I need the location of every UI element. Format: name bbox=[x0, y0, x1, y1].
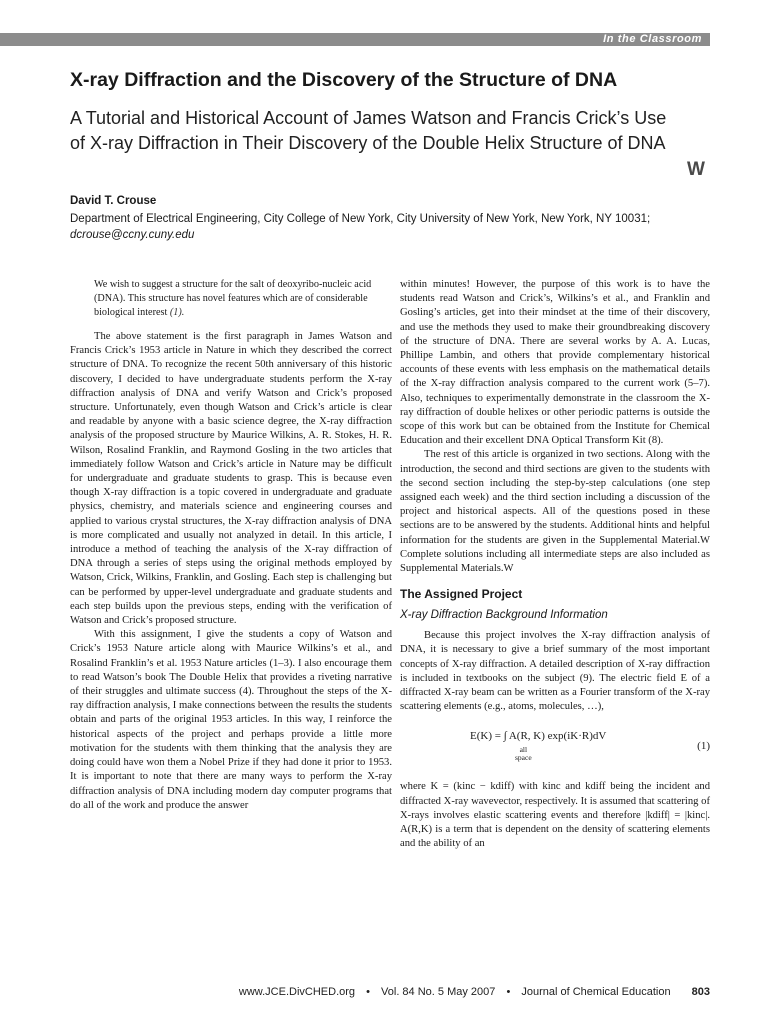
footer-separator: • bbox=[506, 986, 511, 998]
author-email[interactable]: dcrouse@ccny.cuny.edu bbox=[70, 229, 195, 241]
epigraph bbox=[94, 278, 374, 320]
equation-1 bbox=[400, 724, 710, 774]
section-banner bbox=[0, 33, 710, 46]
epigraph-citation: (1). bbox=[169, 307, 185, 318]
heading-background: X-ray Diffraction Background Information bbox=[400, 609, 608, 622]
web-supplement-icon: W bbox=[687, 159, 705, 180]
page-footer bbox=[0, 986, 710, 998]
paragraph-purpose: within minutes! However, the purpose of this work is to have the students read Watson and Crick’s, Wilkins’s et al., and Franklin and Gosling’s articles, get into their mindset at the time of their discovery, and use the methods they used to make their groundbreaking discovery of the structure of DNA. There are several works by A. A. Lucas, Phillipe Lambin, and others that provide complementary historical accounts of these events with less emphasis on the mathematical details of the X-ray diffraction analysis compared to the current work (5–7). Also, techniques to experimentally demonstrate in the classroom the X-ray diffraction of double helixes or other periodic patterns is outside the scope of this work but can be obtained from the Institute for Chemical Education and their excellent DNA Optical Transform Kit (8). bbox=[400, 279, 710, 447]
affiliation-text: Department of Electrical Engineering, City College of New York, City University of New York, New York, NY 10031; bbox=[70, 213, 651, 225]
epigraph-text: We wish to suggest a structure for the salt of deoxyribo-nucleic acid (DNA). This structure has novel features which are of considerable biological interest bbox=[94, 279, 372, 318]
equation-limit-line1: all bbox=[519, 745, 528, 755]
paragraph-assignment: With this assignment, I give the students a copy of Watson and Crick’s 1953 Nature article along with Maurice Wilkins’s et al., and Rosalind Franklin’s et al. 1953 Nature articles (1–3). I also encourage them to read Watson’s book The Double Helix that provides a riveting narrative of their struggles and ultimate success (4). Throughout the steps of the X-ray diffraction analysis, I make connections between the results the students obtain and parts of the original 1953 articles. In this way, I reinforce the historical aspects of the project and perhaps provide a little more motivation for the students with them thinking that the analysis they are doing could have won them a Nobel Prize if they had done it prior to 1953. It is important to note that there are many ways to perform the X-ray diffraction analysis of DNA including modern day computer programs that do all of the work and produce the answer bbox=[70, 629, 392, 811]
footer-url[interactable]: www.JCE.DivCHED.org bbox=[238, 986, 356, 998]
equation-limit-line2: space bbox=[515, 753, 532, 763]
author-name: David T. Crouse bbox=[70, 195, 157, 207]
footer-separator: • bbox=[366, 986, 370, 998]
paragraph-background: Because this project involves the X-ray diffraction analysis of DNA, it is necessary to give a brief summary of the most important concepts of X-ray diffraction. A detailed description of X-ray diffraction is included in textbooks on the subject (9). The electric field E of a diffracted X-ray beam can be written as a Fourier transform of the X-ray scattering elements (e.g., atoms, molecules, …), bbox=[400, 630, 710, 713]
page-number: 803 bbox=[691, 986, 710, 998]
paragraph-organization: The rest of this article is organized in two sections. Along with the introduction, the second and third sections are given to the students with the second section including the step-by-step calculations (one step assigned each week) and the third section including a discussion of the project and historical aspects. All of the questions posed in these sections are to be answered by the students. Additional hints and helpful information for the students are given in the Supplemental Material.W Complete solutions including all intermediate steps are also included as Supplemental Materials.W bbox=[400, 449, 710, 575]
paragraph-wavevector: where K = (kinc − kdiff) with kinc and kdiff being the incident and diffracted X-ray wavevector, respectively. It is assumed that scattering of X-rays involves elastic scattering events and therefore |kdiff| = |kinc|. A(R,K) is a term that is dependent on the density of scattering elements and the ability of an bbox=[400, 781, 710, 850]
equation-number: (1) bbox=[697, 740, 710, 753]
equation-expression: E(K) = ∫ A(R, K) exp(iK·R)dV bbox=[470, 730, 607, 743]
paragraph-intro: The above statement is the first paragraph in James Watson and Francis Crick’s 1953 article in Nature in which they described the correct structure of DNA. To recognize the recent 50th anniversary of this historic discovery, I decided to have undergraduate students perform the X-ray diffraction analysis of DNA and verify Watson and Crick’s proposed structure. Unfortunately, even though Watson and Crick’s article is clear and readable by anyone with a basic science degree, the X-ray diffraction analysis of the proposed structure by Maurice Wilkins, A. R. Stokes, H. R. Wilson, Rosalind Franklin, and Raymond Gosling in the two articles that immediately follow Watson and Crick’s article in Nature may be difficult for undergraduate and graduate students to grasp. This is because even though X-ray diffraction is a topic covered in undergraduate and graduate physics, chemistry, and materials science and engineering courses and applied to various crystal structures, the X-ray diffraction analysis of DNA is more complicated and usually not analyzed in detail. In this article, I introduce a method of teaching the analysis of the X-ray diffraction of DNA through a series of steps using the original methods employed by Watson, Crick, Wilkins, Franklin, and Gosling. Each step is challenging but can be performed by upper-level undergraduate and graduate students and each step builds upon the previous steps, ending with the verification of Watson and Crick’s proposed structure. bbox=[70, 331, 392, 627]
article-subtitle: A Tutorial and Historical Account of James Watson and Francis Crick’s Use of X-ray Diffraction in Their Discovery of the Double Helix Structure of DNA bbox=[70, 108, 667, 153]
section-label: In the Classroom bbox=[603, 33, 702, 45]
footer-volume: Vol. 84 No. 5 May 2007 bbox=[381, 986, 496, 998]
equation-integral-limits bbox=[515, 746, 532, 762]
left-column bbox=[70, 278, 392, 813]
footer-journal: Journal of Chemical Education bbox=[521, 986, 671, 998]
article-title: X-ray Diffraction and the Discovery of the Structure of DNA bbox=[70, 69, 618, 91]
author-affiliation bbox=[70, 211, 710, 243]
right-column bbox=[400, 278, 710, 852]
heading-assigned-project: The Assigned Project bbox=[400, 587, 523, 602]
